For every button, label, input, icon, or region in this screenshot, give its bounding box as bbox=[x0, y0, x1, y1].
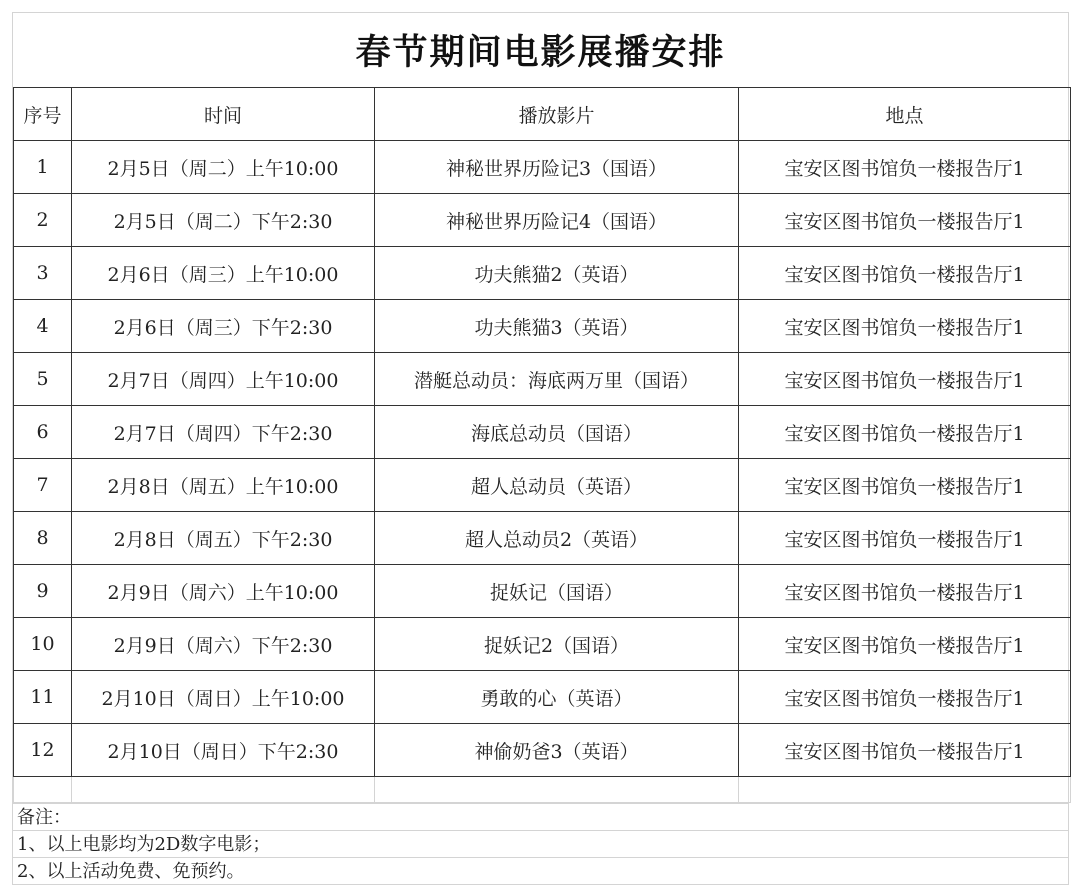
cell-location: 宝安区图书馆负一楼报告厅1 bbox=[739, 194, 1071, 247]
cell-film: 神秘世界历险记4（国语） bbox=[375, 194, 739, 247]
cell-time: 2月8日（周五）上午10:00 bbox=[72, 459, 375, 512]
cell-time: 2月8日（周五）下午2:30 bbox=[72, 512, 375, 565]
schedule-sheet bbox=[12, 12, 1069, 885]
note-item: 2、以上活动免费、免预约。 bbox=[13, 857, 1068, 884]
cell-index: 10 bbox=[14, 618, 72, 671]
cell-film: 神偷奶爸3（英语） bbox=[375, 724, 739, 777]
cell-film: 勇敢的心（英语） bbox=[375, 671, 739, 724]
table-row bbox=[14, 618, 1071, 671]
table-row bbox=[14, 512, 1071, 565]
cell-index: 12 bbox=[14, 724, 72, 777]
empty-cell bbox=[14, 777, 72, 803]
table-row bbox=[14, 141, 1071, 194]
table-row bbox=[14, 671, 1071, 724]
cell-index: 2 bbox=[14, 194, 72, 247]
cell-location: 宝安区图书馆负一楼报告厅1 bbox=[739, 512, 1071, 565]
cell-time: 2月10日（周日）下午2:30 bbox=[72, 724, 375, 777]
cell-film: 超人总动员2（英语） bbox=[375, 512, 739, 565]
table-row bbox=[14, 406, 1071, 459]
cell-film: 捉妖记2（国语） bbox=[375, 618, 739, 671]
empty-cell bbox=[72, 777, 375, 803]
cell-time: 2月10日（周日）上午10:00 bbox=[72, 671, 375, 724]
cell-location: 宝安区图书馆负一楼报告厅1 bbox=[739, 618, 1071, 671]
table-row bbox=[14, 247, 1071, 300]
cell-index: 4 bbox=[14, 300, 72, 353]
cell-index: 6 bbox=[14, 406, 72, 459]
cell-location: 宝安区图书馆负一楼报告厅1 bbox=[739, 406, 1071, 459]
cell-film: 捉妖记（国语） bbox=[375, 565, 739, 618]
cell-time: 2月7日（周四）上午10:00 bbox=[72, 353, 375, 406]
cell-film: 超人总动员（英语） bbox=[375, 459, 739, 512]
notes-label: 备注： bbox=[13, 803, 1068, 830]
table-row bbox=[14, 300, 1071, 353]
cell-time: 2月9日（周六）下午2:30 bbox=[72, 618, 375, 671]
cell-film: 功夫熊猫2（英语） bbox=[375, 247, 739, 300]
cell-time: 2月7日（周四）下午2:30 bbox=[72, 406, 375, 459]
cell-film: 海底总动员（国语） bbox=[375, 406, 739, 459]
cell-location: 宝安区图书馆负一楼报告厅1 bbox=[739, 671, 1071, 724]
cell-time: 2月6日（周三）下午2:30 bbox=[72, 300, 375, 353]
cell-time: 2月9日（周六）上午10:00 bbox=[72, 565, 375, 618]
cell-film: 功夫熊猫3（英语） bbox=[375, 300, 739, 353]
cell-index: 3 bbox=[14, 247, 72, 300]
cell-index: 9 bbox=[14, 565, 72, 618]
cell-index: 8 bbox=[14, 512, 72, 565]
cell-index: 5 bbox=[14, 353, 72, 406]
table-row bbox=[14, 353, 1071, 406]
cell-location: 宝安区图书馆负一楼报告厅1 bbox=[739, 300, 1071, 353]
header-row bbox=[14, 88, 1071, 141]
header-film: 播放影片 bbox=[375, 88, 739, 141]
empty-row bbox=[14, 777, 1071, 803]
cell-location: 宝安区图书馆负一楼报告厅1 bbox=[739, 247, 1071, 300]
header-location: 地点 bbox=[739, 88, 1071, 141]
cell-index: 1 bbox=[14, 141, 72, 194]
cell-time: 2月5日（周二）下午2:30 bbox=[72, 194, 375, 247]
empty-cell bbox=[375, 777, 739, 803]
table-row bbox=[14, 565, 1071, 618]
cell-film: 神秘世界历险记3（国语） bbox=[375, 141, 739, 194]
note-item: 1、以上电影均为2D数字电影； bbox=[13, 830, 1068, 857]
cell-index: 11 bbox=[14, 671, 72, 724]
cell-location: 宝安区图书馆负一楼报告厅1 bbox=[739, 565, 1071, 618]
cell-location: 宝安区图书馆负一楼报告厅1 bbox=[739, 141, 1071, 194]
cell-time: 2月5日（周二）上午10:00 bbox=[72, 141, 375, 194]
header-time: 时间 bbox=[72, 88, 375, 141]
table-row bbox=[14, 724, 1071, 777]
schedule-table bbox=[13, 87, 1071, 803]
table-row bbox=[14, 459, 1071, 512]
cell-film: 潜艇总动员：海底两万里（国语） bbox=[375, 353, 739, 406]
header-index: 序号 bbox=[14, 88, 72, 141]
empty-cell bbox=[739, 777, 1071, 803]
cell-location: 宝安区图书馆负一楼报告厅1 bbox=[739, 724, 1071, 777]
table-row bbox=[14, 194, 1071, 247]
cell-location: 宝安区图书馆负一楼报告厅1 bbox=[739, 353, 1071, 406]
cell-time: 2月6日（周三）上午10:00 bbox=[72, 247, 375, 300]
cell-index: 7 bbox=[14, 459, 72, 512]
page-title: 春节期间电影展播安排 bbox=[355, 32, 726, 73]
cell-location: 宝安区图书馆负一楼报告厅1 bbox=[739, 459, 1071, 512]
